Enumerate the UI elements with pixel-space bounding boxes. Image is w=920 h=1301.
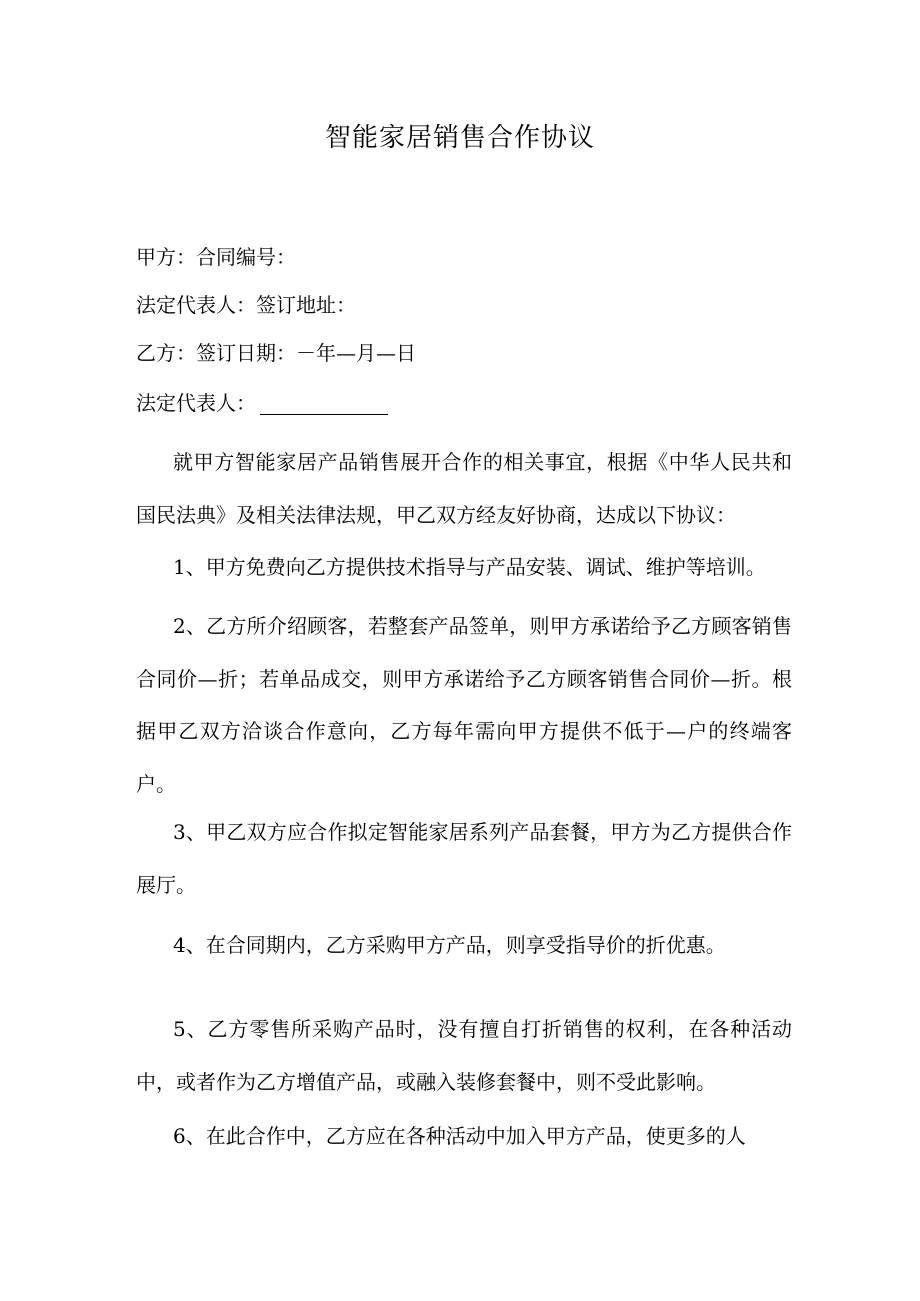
legal-representative-a-line: 法定代表人：签订地址： [136, 293, 356, 317]
intro-paragraph: 就甲方智能家居产品销售展开合作的相关事宜，根据《中华人民共和国民法典》及相关法律法规，甲乙双方经友好协商，达成以下协议： [136, 450, 792, 527]
clause-3: 3、甲乙双方应合作拟定智能家居系列产品套餐，甲方为乙方提供合作展厅。 [136, 820, 792, 897]
clause-1: 1、甲方免费向乙方提供技术指导与产品安装、调试、维护等培训。 [173, 555, 766, 579]
clause-5: 5、乙方零售所采购产品时，没有擅自打折销售的权利，在各种活动中，或者作为乙方增值产品，或融入装修套餐中，则不受此影响。 [136, 1017, 792, 1094]
document-title: 智能家居销售合作协议 [324, 123, 595, 153]
clause-6: 6、在此合作中，乙方应在各种活动中加入甲方产品，使更多的人 [173, 1124, 746, 1148]
clause-4: 4、在合同期内，乙方采购甲方产品，则享受指导价的折优惠。 [173, 933, 726, 957]
party-a-line: 甲方：合同编号： [136, 245, 296, 269]
signature-blank [260, 394, 388, 415]
legal-representative-b-row [136, 391, 388, 415]
clause-2: 2、乙方所介绍顾客，若整套产品签单，则甲方承诺给予乙方顾客销售合同价—折；若单品成交，则甲方承诺给予乙方顾客销售合同价—折。根据甲乙双方洽谈合作意向，乙方每年需向甲方提供不低于—户的终端客户。 [136, 614, 792, 796]
party-b-line: 乙方：签订日期：－年—月—日 [136, 341, 416, 365]
legal-representative-b-label: 法定代表人： [136, 391, 256, 415]
